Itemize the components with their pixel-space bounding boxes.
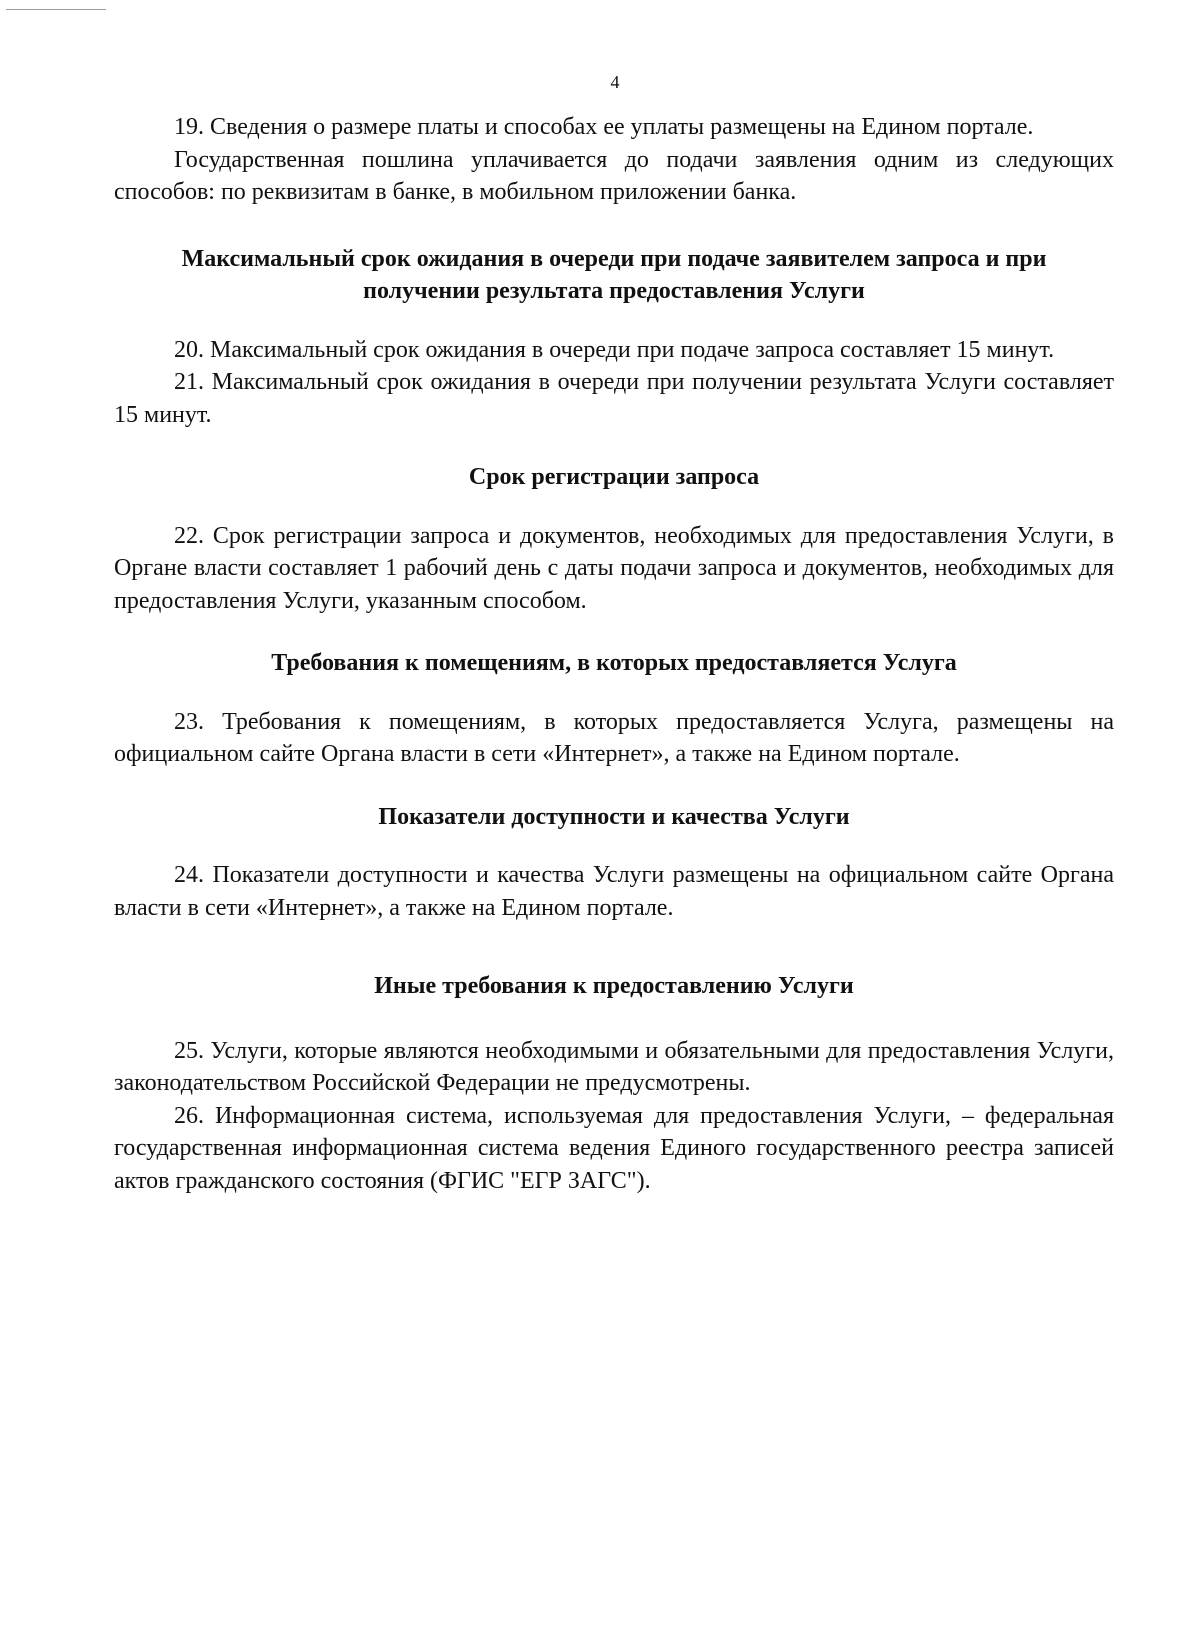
heading-max-queue-time-line1: Максимальный срок ожидания в очереди при подаче заявителем запроса и при [181, 245, 1047, 272]
paragraph-21: 21. Максимальный срок ожидания в очереди при получении результата Услуги составляет 15 минут. [114, 369, 1114, 428]
document-body [114, 111, 1114, 1197]
heading-other-requirements: Иные требования к предоставлению Услуги [374, 973, 854, 999]
page-number: 4 [610, 72, 620, 92]
heading-registration-term: Срок регистрации запроса [468, 464, 760, 490]
paragraph-19: 19. Сведения о размере платы и способах ее уплаты размещены на Едином портале. [174, 114, 1034, 140]
heading-accessibility-indicators: Показатели доступности и качества Услуги [378, 803, 850, 830]
scan-edge-line [6, 9, 106, 10]
heading-max-queue-time-line2: получении результата предоставления Услуги [363, 278, 865, 304]
paragraph-22: 22. Срок регистрации запроса и документов, необходимых для предоставления Услуги, в Органе власти составляет 1 рабочий день с даты подачи запроса и документов, необходимых для предоставления Услуги, указанным способом. [114, 522, 1114, 614]
paragraph-20: 20. Максимальный срок ожидания в очереди при подаче запроса составляет 15 минут. [174, 336, 1055, 363]
paragraph-26: 26. Информационная система, используемая для предоставления Услуги, – федеральная государственная информационная система ведения Единого государственного реестра записей актов гражданского состояния (ФГИС "ЕГР ЗАГС"). [114, 1102, 1114, 1194]
paragraph-25: 25. Услуги, которые являются необходимыми и обязательными для предоставления Услуги, законодательством Российской Федерации не предусмотрены. [114, 1037, 1114, 1096]
paragraph-19-fee: Государственная пошлина уплачивается до подачи заявления одним из следующих способов: по реквизитам в банке, в мобильном приложении банка. [114, 146, 1114, 205]
paragraph-23: 23. Требования к помещениям, в которых предоставляется Услуга, размещены на официальном сайте Органа власти в сети «Интернет», а также на Едином портале. [114, 708, 1114, 767]
heading-max-queue-time [114, 243, 1114, 308]
paragraph-24: 24. Показатели доступности и качества Услуги размещены на официальном сайте Органа власти в сети «Интернет», а также на Едином портале. [114, 862, 1114, 921]
heading-premises-requirements: Требования к помещениям, в которых предоставляется Услуга [271, 650, 957, 676]
